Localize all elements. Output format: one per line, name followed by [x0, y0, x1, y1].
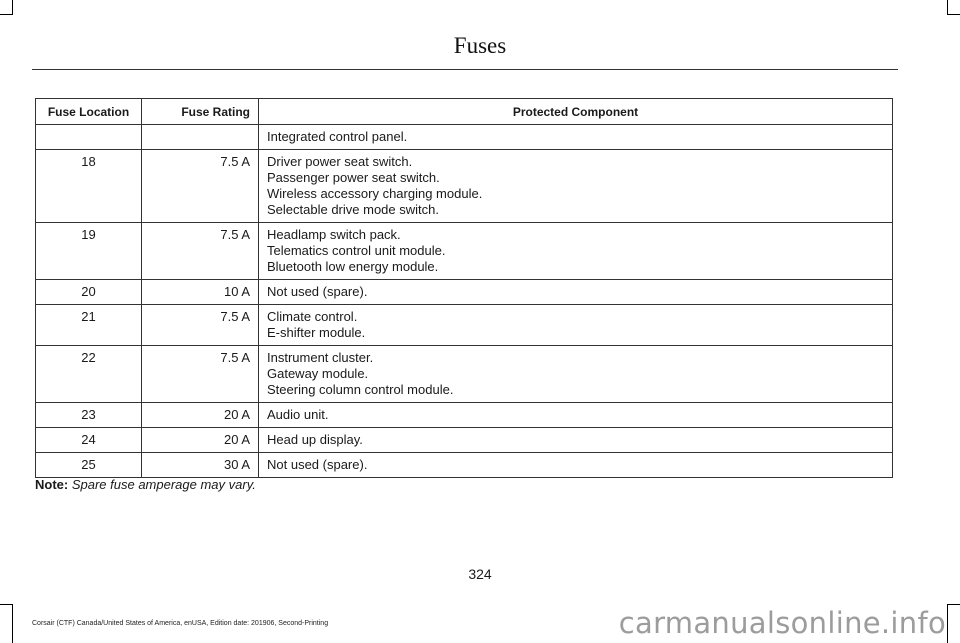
crop-mark-top-right-v [947, 0, 948, 14]
note-text: Spare fuse amperage may vary. [71, 477, 256, 492]
title-divider [32, 69, 898, 70]
table-row [36, 280, 893, 305]
protected-component-cell [259, 346, 893, 403]
section-title: Fuses [453, 33, 507, 58]
watermark: carmanualsonline.info [618, 606, 946, 640]
fuse-location-cell: 21 [36, 305, 142, 346]
footer-edition-info: Corsair (CTF) Canada/United States of America, enUSA, Edition date: 201906, Second-Printing [32, 620, 329, 627]
fuse-location-cell: 19 [36, 223, 142, 280]
protected-component-line: E-shifter module. [267, 325, 366, 340]
protected-component-line: Wireless accessory charging module. [267, 186, 483, 201]
page-number: 324 [468, 566, 492, 582]
crop-mark-top-left-h [0, 14, 13, 15]
protected-component-line: Integrated control panel. [267, 129, 408, 144]
crop-mark-bottom-right-v [947, 604, 948, 643]
protected-component-line: Climate control. [267, 309, 358, 324]
fuse-location-cell: 25 [36, 453, 142, 478]
protected-component-line: Not used (spare). [267, 284, 368, 299]
protected-component-cell [259, 125, 893, 150]
fuse-rating-cell: 7.5 A [142, 223, 259, 280]
crop-mark-top-right-h [947, 14, 960, 15]
protected-component-cell [259, 223, 893, 280]
table-row [36, 453, 893, 478]
table-header-row [36, 99, 893, 125]
fuse-location-cell: 23 [36, 403, 142, 428]
fuse-rating-cell [142, 125, 259, 150]
table-row [36, 150, 893, 223]
protected-component-cell [259, 453, 893, 478]
fuse-location-cell: 22 [36, 346, 142, 403]
fuse-rating-cell: 10 A [142, 280, 259, 305]
protected-component-line: Gateway module. [267, 366, 369, 381]
protected-component-line: Selectable drive mode switch. [267, 202, 439, 217]
protected-component-line: Audio unit. [267, 407, 329, 422]
column-header-protected-component: Protected Component [259, 99, 893, 125]
fuse-rating-cell: 20 A [142, 428, 259, 453]
protected-component-line: Head up display. [267, 432, 363, 447]
table-row [36, 346, 893, 403]
column-header-fuse-rating: Fuse Rating [142, 99, 259, 125]
protected-component-cell [259, 428, 893, 453]
protected-component-cell [259, 305, 893, 346]
note [35, 477, 256, 492]
table-row [36, 125, 893, 150]
fuse-rating-cell: 7.5 A [142, 150, 259, 223]
protected-component-line: Telematics control unit module. [267, 243, 446, 258]
fuse-rating-cell: 7.5 A [142, 346, 259, 403]
fuse-rating-cell: 7.5 A [142, 305, 259, 346]
protected-component-cell [259, 150, 893, 223]
fuse-location-cell [36, 125, 142, 150]
fuse-location-cell: 24 [36, 428, 142, 453]
crop-mark-top-left-v [12, 0, 13, 14]
protected-component-line: Steering column control module. [267, 382, 454, 397]
table-row [36, 223, 893, 280]
crop-mark-bottom-left-h [0, 604, 13, 605]
column-header-fuse-location: Fuse Location [36, 99, 142, 125]
table-row [36, 403, 893, 428]
note-label: Note: [35, 477, 69, 492]
protected-component-cell [259, 403, 893, 428]
table-row [36, 428, 893, 453]
fuse-rating-cell: 20 A [142, 403, 259, 428]
protected-component-line: Driver power seat switch. [267, 154, 413, 169]
table-row [36, 305, 893, 346]
fuse-table [35, 98, 893, 478]
protected-component-line: Not used (spare). [267, 457, 368, 472]
fuse-rating-cell: 30 A [142, 453, 259, 478]
protected-component-line: Passenger power seat switch. [267, 170, 440, 185]
fuse-location-cell: 20 [36, 280, 142, 305]
protected-component-line: Instrument cluster. [267, 350, 374, 365]
protected-component-line: Headlamp switch pack. [267, 227, 401, 242]
fuse-table-body [36, 125, 893, 478]
protected-component-cell [259, 280, 893, 305]
crop-mark-bottom-right-h [947, 604, 960, 605]
crop-mark-bottom-left-v [12, 604, 13, 643]
protected-component-line: Bluetooth low energy module. [267, 259, 439, 274]
fuse-location-cell: 18 [36, 150, 142, 223]
